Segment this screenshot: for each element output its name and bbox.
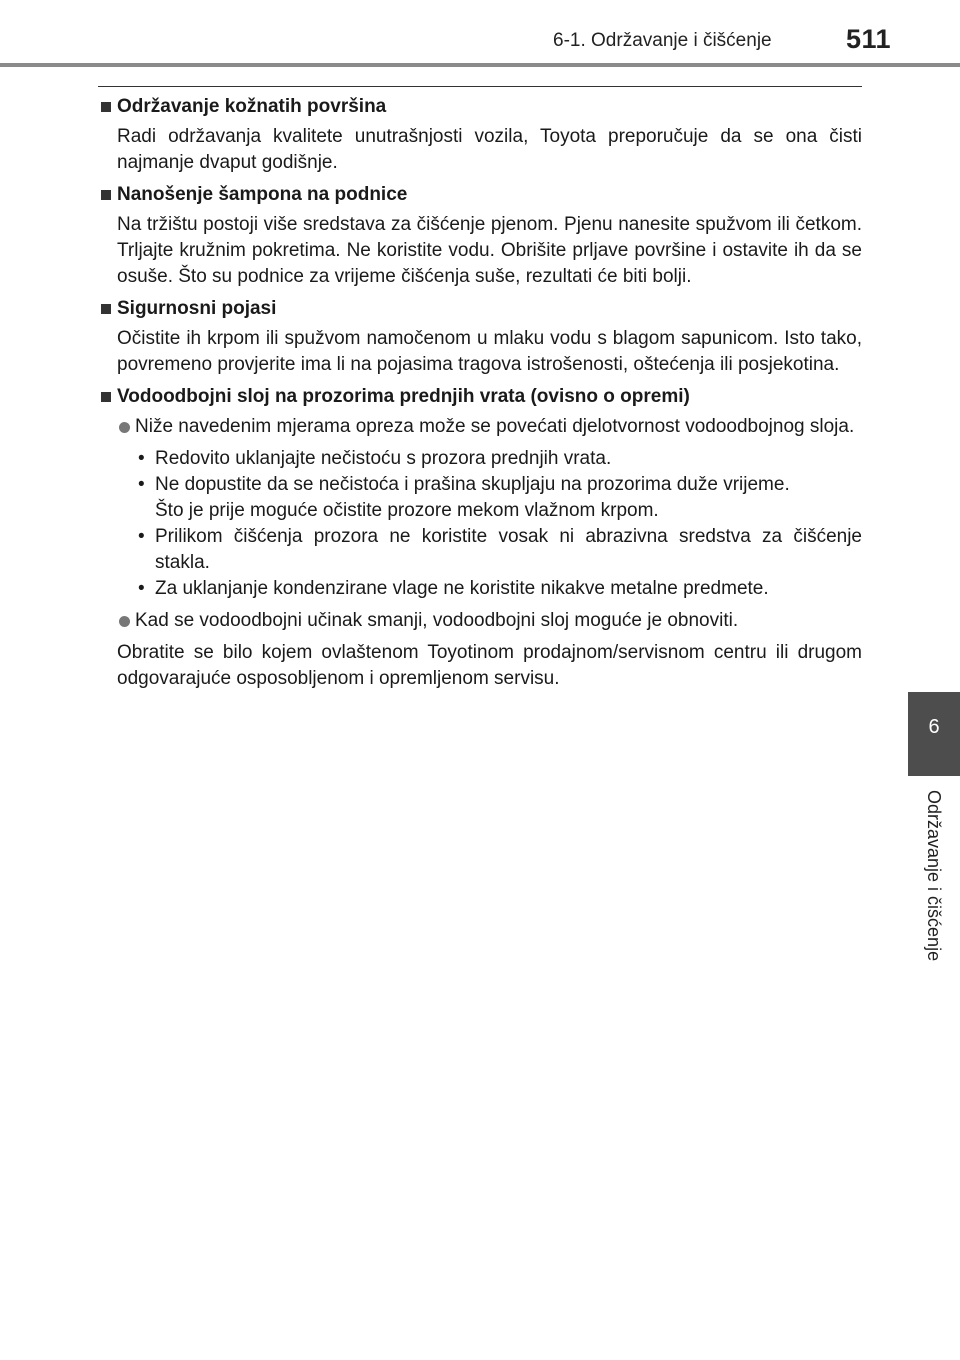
list-item xyxy=(98,446,862,472)
list-item-text: Ne dopustite da se nečistoća i prašina skupljaju na prozorima duže vrijeme. xyxy=(155,474,790,495)
content-top-rule xyxy=(98,86,862,87)
section-floor-mats xyxy=(98,182,862,290)
square-bullet-icon xyxy=(101,102,111,112)
section-leather xyxy=(98,94,862,176)
section-paragraph: Očistite ih krpom ili spužvom namočenom u mlaku vodu s blagom sapunicom. Isto tako, povremeno provjerite ima li na pojasima tragova istrošenosti, oštećenja ili posjekotina. xyxy=(117,328,862,375)
bullet-glyph: • xyxy=(138,474,145,495)
circle-bullet-icon xyxy=(119,422,130,433)
section-heading-text: Održavanje kožnatih površina xyxy=(117,96,387,117)
bullet-glyph: • xyxy=(138,526,145,547)
section-heading-text: Vodoodbojni sloj na prozorima prednjih vrata (ovisno o opremi) xyxy=(117,386,690,407)
bullet-glyph: • xyxy=(138,448,145,469)
precaution-list xyxy=(98,446,862,602)
section-paragraph: Na tržištu postoji više sredstava za čišćenje pjenom. Pjenu nanesite spužvom ili četkom. Trljajte kružnim pokretima. Ne koristite vodu. Obrišite prljave površine i ostavite ih da se osuše. Što su podnice za vrijeme čišćenja suše, rezultati će biti bolji. xyxy=(117,214,862,287)
chapter-tab-label: Održavanje i čišćenje xyxy=(924,790,944,962)
chapter-tab-number: 6 xyxy=(928,716,940,738)
header-section-title: 6-1. Održavanje i čišćenje xyxy=(553,30,772,51)
section-heading xyxy=(98,94,862,120)
square-bullet-icon xyxy=(101,304,111,314)
list-item xyxy=(98,576,862,602)
list-item xyxy=(98,472,862,524)
list-item xyxy=(98,524,862,576)
round-point-text: Niže navedenim mjerama opreza može se povećati djelotvornost vodoodbojnog sloja. xyxy=(135,416,855,437)
square-bullet-icon xyxy=(101,392,111,402)
page-number: 511 xyxy=(846,24,892,54)
circle-bullet-icon xyxy=(119,616,130,627)
list-item-text: Prilikom čišćenja prozora ne koristite vosak ni abrazivna sredstva za čišćenje stakla. xyxy=(155,526,862,573)
section-paragraph: Radi održavanja kvalitete unutrašnjosti vozila, Toyota preporučuje da se ona čisti najmanje dvaput godišnje. xyxy=(117,126,862,173)
square-bullet-icon xyxy=(101,190,111,200)
section-heading-text: Sigurnosni pojasi xyxy=(117,298,277,319)
closing-paragraph: Obratite se bilo kojem ovlaštenom Toyotinom prodajnom/servisnom centru ili drugom odgovarajuće osposobljenom i opremljenom servisu. xyxy=(117,642,862,689)
list-item-text: Za uklanjanje kondenzirane vlage ne koristite nikakve metalne predmete. xyxy=(155,578,769,599)
bullet-glyph: • xyxy=(138,578,145,599)
section-water-repellent xyxy=(98,384,862,692)
section-heading xyxy=(98,384,862,410)
list-item-text: Što je prije moguće očistite prozore mekom vlažnom krpom. xyxy=(155,500,659,521)
round-point-text: Kad se vodoodbojni učinak smanji, vodoodbojni sloj moguće je obnoviti. xyxy=(135,610,739,631)
header-divider xyxy=(0,63,960,67)
page-content xyxy=(98,94,862,698)
round-point xyxy=(98,414,862,440)
round-point xyxy=(98,608,862,634)
section-heading xyxy=(98,182,862,208)
section-heading xyxy=(98,296,862,322)
list-item-text: Redovito uklanjajte nečistoću s prozora prednjih vrata. xyxy=(155,448,612,469)
section-seat-belts xyxy=(98,296,862,378)
section-heading-text: Nanošenje šampona na podnice xyxy=(117,184,408,205)
